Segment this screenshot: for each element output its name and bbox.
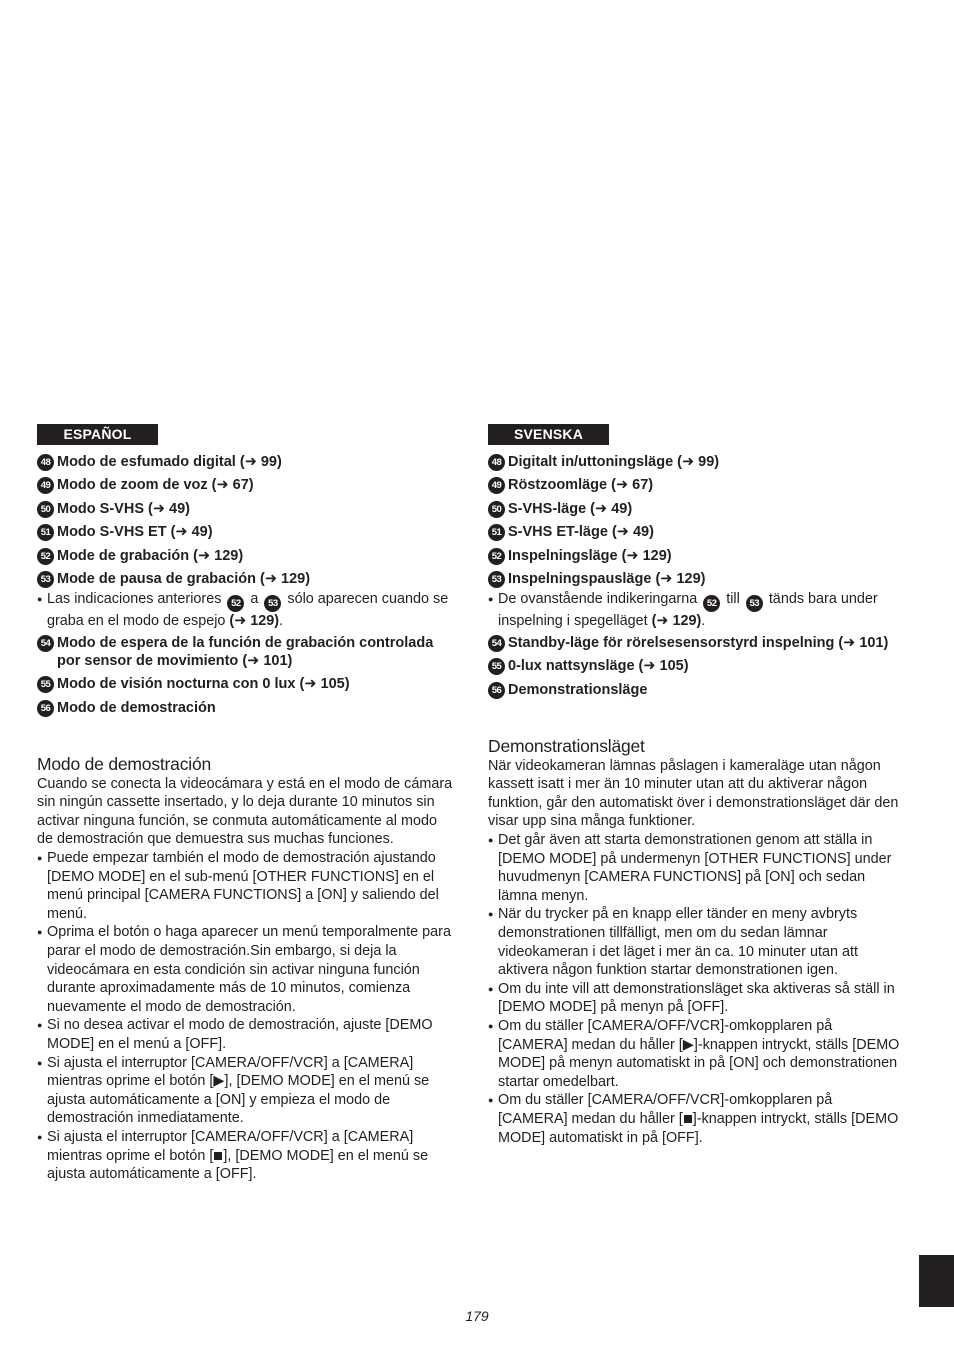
legend-item: 55 Modo de visión nocturna con 0 lux (➜ 105) (37, 675, 455, 693)
legend-item: 48 Digitalt in/uttoningsläge (➜ 99) (488, 453, 900, 471)
play-icon: ▶ (213, 1073, 225, 1090)
legend-item: 52 Inspelningsläge (➜ 129) (488, 547, 900, 565)
bullet-item: ● Si ajusta el interruptor [CAMERA/OFF/VCR] a [CAMERA] mientras oprime el botón [▶], [DEMO MODE] en el menú se ajusta automáticamente a [ON] y empieza el modo de demostración inmediatamente. (37, 1054, 430, 1127)
bullet-icon: ● (37, 927, 43, 938)
number-badge: 56 (488, 682, 505, 699)
bullet-icon: ● (37, 1057, 43, 1068)
bullet-icon: ● (488, 983, 494, 994)
legend-item: 50 S-VHS-läge (➜ 49) (488, 500, 900, 518)
legend-item: 48 Modo de esfumado digital (➜ 99) (37, 453, 455, 471)
language-tab-espanol: ESPAÑOL (37, 424, 158, 445)
number-badge: 56 (37, 700, 54, 717)
number-badge: 54 (37, 635, 54, 652)
bullet-icon: ● (37, 594, 43, 605)
number-badge: 50 (488, 501, 505, 518)
bullet-icon: ● (37, 1131, 43, 1142)
legend-item: 55 0-lux nattsynsläge (➜ 105) (488, 657, 900, 675)
number-badge: 48 (37, 454, 54, 471)
number-badge: 53 (488, 571, 505, 588)
bullet-item: ● När du trycker på en knapp eller tänder en meny avbryts demonstrationen tillfälligt, men om du sedan lämnar videokameran i det läget i mer än ca. 10 minuter utan att aktivera någon funktion startar demonstrationen igen. (488, 906, 858, 979)
bullet-item: ● Si no desea activar el modo de demostración, ajuste [DEMO MODE] en el menú a [OFF]. (37, 1017, 433, 1052)
legend-item: 56 Demonstrationsläge (488, 681, 900, 699)
number-badge: 49 (488, 477, 505, 494)
number-badge: 53 (37, 571, 54, 588)
section-thumb-tab (919, 1255, 954, 1307)
legend-item: 51 Modo S-VHS ET (➜ 49) (37, 523, 455, 541)
spanish-column (37, 424, 455, 1184)
section-heading: Modo de demostración (37, 753, 212, 774)
language-tab-svenska: SVENSKA (488, 424, 609, 445)
legend-item: 49 Röstzoomläge (➜ 67) (488, 476, 900, 494)
page-number: 179 (465, 1308, 489, 1324)
bullet-item: ● Oprima el botón o haga aparecer un menú temporalmente para parar el modo de demostración.Sin embargo, si deja la videocámara en esta condición sin activar ninguna función durante aproximadamente más de 10 minutos, comienza nuevamente el modo de demostración. (37, 924, 451, 1015)
swedish-column (488, 424, 900, 1147)
bullet-item: ● Om du ställer [CAMERA/OFF/VCR]-omkopplaren på [CAMERA] medan du håller [▶]-knappen intryckt, ställs [DEMO MODE] på menyn automatiskt in på [ON] och demonstrationen startar omedelbart. (488, 1017, 900, 1090)
legend-item: 54 Standby-läge för rörelsesensorstyrd inspelning (➜ 101) (488, 634, 900, 652)
section-heading: Demonstrationsläget (488, 735, 645, 756)
number-badge: 52 (703, 595, 720, 612)
number-badge: 53 (264, 595, 281, 612)
number-badge: 52 (488, 548, 505, 565)
legend-item: 50 Modo S-VHS (➜ 49) (37, 500, 455, 518)
bullet-icon: ● (488, 594, 494, 605)
legend-item: 54 Modo de espera de la función de grabación controlada por sensor de movimiento (➜ 101) (37, 634, 455, 670)
bullet-icon: ● (488, 909, 494, 920)
indicator-legend (37, 453, 455, 717)
bullet-item: ● Si ajusta el interruptor [CAMERA/OFF/VCR] a [CAMERA] mientras oprime el botón [ ], [DEMO MODE] en el menú se ajusta automáticamente a [OFF]. (37, 1128, 429, 1183)
number-badge: 51 (488, 524, 505, 541)
legend-item: 49 Modo de zoom de voz (➜ 67) (37, 476, 455, 494)
bullet-icon: ● (488, 1095, 494, 1106)
bullet-icon: ● (488, 1020, 494, 1031)
bullet-icon: ● (488, 835, 494, 845)
number-badge: 52 (37, 548, 54, 565)
legend-item: 52 Mode de grabación (➜ 129) (37, 547, 455, 565)
number-badge: 53 (746, 595, 763, 612)
stop-icon (684, 1115, 692, 1123)
bullet-icon: ● (37, 1020, 43, 1031)
number-badge: 51 (37, 524, 54, 541)
number-badge: 55 (488, 658, 505, 675)
play-icon: ▶ (682, 1036, 694, 1053)
number-badge: 52 (227, 595, 244, 612)
number-badge: 55 (37, 676, 54, 693)
legend-item: 51 S-VHS ET-läge (➜ 49) (488, 523, 900, 541)
number-badge: 49 (37, 477, 54, 494)
bullet-item: ● Puede empezar también el modo de demostración ajustando [DEMO MODE] en el sub-menú [OTHER FUNCTIONS] en el menú principal [CAMERA FUNCTIONS] a [ON] y saliendo del menú. (37, 850, 439, 922)
intro-paragraph: När videokameran lämnas påslagen i kameraläge utan någon kassett isatt i mer än 10 minuter utan att du aktiverar någon funktion, går den automatiskt över i demonstrationsläget där den visar upp sina många funktioner. (488, 757, 899, 830)
legend-item: 53 Mode de pausa de grabación (➜ 129) (37, 570, 455, 588)
number-badge: 48 (488, 454, 505, 471)
legend-item: 56 Modo de demostración (37, 699, 455, 717)
number-badge: 50 (37, 501, 54, 518)
intro-paragraph: Cuando se conecta la videocámara y está en el modo de cámara sin ningún cassette insertado, y lo deja durante 10 minutos sin activar ninguna función, se conmuta automáticamente al modo de demostración que demuestra sus muchas funciones. (37, 775, 453, 848)
bullet-icon: ● (37, 853, 43, 863)
bullet-item: ● Om du ställer [CAMERA/OFF/VCR]-omkopplaren på [CAMERA] medan du håller [ ]-knappen intryckt, ställs [DEMO MODE] automatiskt in på [OFF]. (488, 1092, 899, 1146)
legend-note: ● Las indicaciones anteriores 52 a 53 sólo aparecen cuando se graba en el modo de espejo (➜ 129). (37, 591, 449, 630)
legend-item: 53 Inspelningspausläge (➜ 129) (488, 570, 900, 588)
bullet-item: ● Om du inte vill att demonstrationsläget ska aktiveras så ställ in [DEMO MODE] på menyn på [OFF]. (488, 980, 895, 1016)
bullet-item: ● Det går även att starta demonstrationen genom att ställa in [DEMO MODE] på undermenyn [OTHER FUNCTIONS] under huvudmenyn [CAMERA FUNCTIONS] på [ON] och sedan lämna menyn. (488, 832, 892, 904)
stop-icon (214, 1152, 222, 1160)
indicator-legend (488, 453, 900, 699)
legend-note: ● De ovanstående indikeringarna 52 till 53 tänds bara under inspelning i spegelläget (➜ 129). (488, 591, 878, 630)
number-badge: 54 (488, 635, 505, 652)
